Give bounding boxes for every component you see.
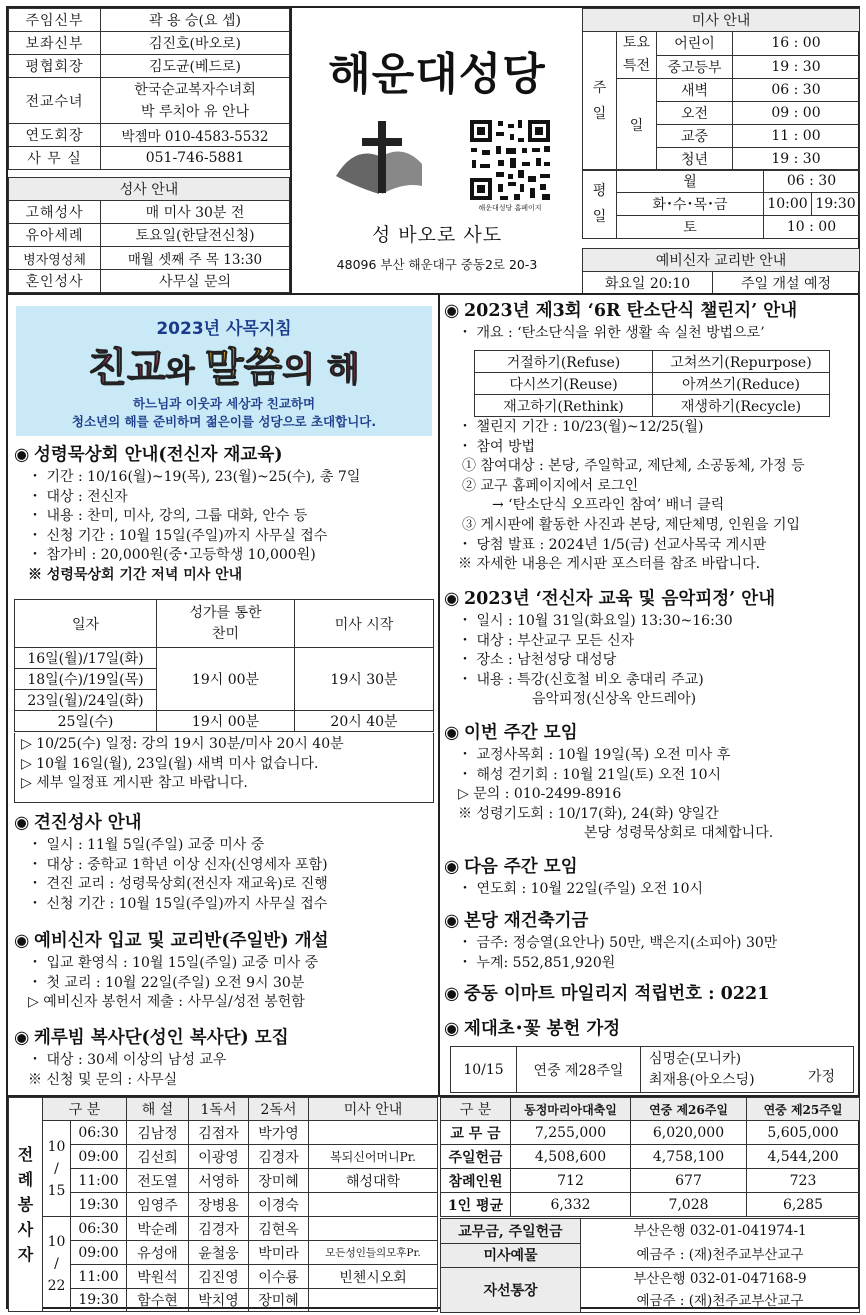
catechumen-table: 예비신자 교리반 안내 화요일 20:10 주일 개설 예정 — [582, 248, 860, 295]
target-bullet-icon: ◉ — [14, 813, 30, 833]
bulletin-page — [6, 6, 860, 1309]
staff-table: 주임신부 곽 용 승(요 셉) 보좌신부 김진호(바오로) 평협회장 김도균(베드로) 전교수녀 한국순교복자수녀회 박 루치아 유 안나 연도회장 박젬마 010-4583-5532 사 무 실 051-746-5881 — [8, 8, 290, 170]
bank-account-table: 교무금, 주일헌금 부산은행 032-01-041974-1 예금주 : (재)천주교부산교구 미사예물 자선통장 부산은행 032-01-047168-9 예금주 : (재)천주교부산교구 — [440, 1218, 860, 1313]
church-header — [292, 8, 582, 293]
target-bullet-icon: ◉ — [444, 984, 460, 1004]
pastoral-banner — [16, 306, 432, 436]
church-address: 48096 부산 해운대구 중동2로 20-3 — [336, 257, 538, 272]
challenge-section: ◉ 2023년 제3회 ‘6R 탄소단식 챌린지’ 안내 ・ 개요 : ‘탄소단식을 위한 생활 속 실천 방법으로’ — [444, 298, 860, 344]
education-section: ◉ 2023년 ‘전신자 교육 및 음악피정’ 안내 ・ 일시 : 10월 31일(화요일) 13:30~16:30 ・ 대상 : 부산교구 모든 신자 ・ 장소 : 남천성당 대성당 ・ 내용 : 특강(신호철 비오 총대리 주교) 음악피정(신상옥 안드레아) — [444, 586, 860, 710]
challenge-details: ・ 챌린지 기간 : 10/23(월)~12/25(월) ・ 참여 방법 ① 참여대상 : 본당, 주일학교, 제단체, 소공동체, 가정 등 ② 교구 홈페이지에서 로그인 → ‘탄소단식 오프라인 참여’ 배너 클릭 ③ 게시판에 활동한 사진과 본당, 제단체명, 인원을 기입 ・ 당첨 발표 : 2024년 1/5(금) 선교사목국 게시판 ※ 자세한 내용은 게시판 포스터를 참조 바랍니다. — [458, 419, 805, 573]
target-bullet-icon: ◉ — [14, 1028, 30, 1048]
altar-section: ◉ 제대초･꽃 봉헌 가정 — [444, 1016, 860, 1042]
retreat-title: 성령묵상회 안내(전신자 재교육) — [34, 445, 283, 465]
this-week-section: ◉ 이번 주간 모임 ・ 교정사목회 : 10월 19일(목) 오전 미사 후 ・ 해성 걷기회 : 10월 21일(토) 오전 10시 ▷ 문의 : 010-2499-8916 ※ 성령기도회 : 10/17(화), 24(화) 양일간 본당 성령묵상회로 대체합니다. — [444, 720, 860, 844]
banner-headline: 친교와 말씀의 해 — [88, 345, 360, 391]
target-bullet-icon: ◉ — [444, 857, 460, 877]
target-bullet-icon: ◉ — [444, 301, 460, 321]
target-bullet-icon: ◉ — [444, 1019, 460, 1039]
church-name: 해운대성당 — [328, 49, 546, 100]
qr-code-icon — [468, 118, 552, 202]
retreat-section: ◉ 성령묵상회 안내(전신자 재교육) ・ 기간 : 10/16(월)~19(목), 23(월)~25(수), 총 7일 ・ 대상 : 전신자 ・ 내용 : 찬미, 미사, 강의, 그룹 대화, 안수 등 ・ 신청 기간 : 10월 15일(주일)까지 사무실 접수 ・ 참가비 : 20,000원(중･고등학생 10,000원) ※ 성령묵상회 기간 저녁 미사 안내 — [14, 442, 434, 586]
banner-year: 2023년 사목지침 — [156, 319, 292, 339]
mass-schedule-table: 미사 안내 주 일 토요 특전 어린이 16 : 00 중고등부 19 : 30 일 새벽 06 : 30 오전 09 : 00 교중 11 : 00 청년 19 : 30 — [582, 8, 860, 171]
banner-line1: 하느님과 이웃과 세상과 친교하며 — [132, 396, 316, 411]
target-bullet-icon: ◉ — [14, 445, 30, 465]
altar-table: 10/15 연중 제28주일 심명순(모니카) 최재용(아오스딩) 가정 — [450, 1046, 854, 1093]
six-r-table: 거절하기(Refuse) 고쳐쓰기(Repurpose) 다시쓰기(Reuse) 아껴쓰기(Reduce) 재고하기(Rethink) 재생하기(Recycle) — [474, 350, 830, 417]
liturgy-roster-table: 전 례 봉 사 자 구 분 해 설 1독서 2독서 미사 안내 10 / 15 06:30 김남정 김점자 박가영 09:00 김선희 이광영 김경자 복되신어머니Pr. 11:00 전도열 서영하 장미혜 해성대학 19:30 임영주 장병용 이경숙 10 / 22 06:30 박순례 김경자 김현옥 09:00 유성애 윤철웅 박미라 모든성인들의모후Pr. 11:00 박원석 김진영 이수룡 빈첸시오회 19:30 함수현 박치영 장미혜 — [8, 1097, 438, 1312]
fund-section: ◉ 본당 재건축기금 ・ 금주: 정승열(요안나) 50만, 백은지(소피아) 30만 ・ 누계: 552,851,920원 — [444, 908, 860, 973]
target-bullet-icon: ◉ — [444, 911, 460, 931]
cherubim-section: ◉ 케루빔 복사단(성인 복사단) 모집 ・ 대상 : 30세 이상의 남성 교우 ※ 신청 및 문의 : 사무실 — [14, 1025, 434, 1090]
retreat-notes: ▷ 10/25(수) 일정: 강의 19시 30분/미사 20시 40분 ▷ 10월 16일(월), 23일(월) 새벽 미사 없습니다. ▷ 세부 일정표 게시판 참고 바랍니다. — [14, 733, 434, 803]
finance-table: 구 분 동정마리아대축일 연중 제26주일 연중 제25주일 교 무 금 7,255,000 6,020,000 5,605,000 주일헌금 4,508,600 4,758,100 4,544,200 참례인원 712 677 723 1인 평균 6,332 7,028 6,285 — [440, 1097, 860, 1217]
target-bullet-icon: ◉ — [444, 723, 460, 743]
sacraments-table: 성사 안내 고해성사 매 미사 30분 전 유아세례 토요일(한달전신청) 병자영성체 매월 셋째 주 목 13:30 혼인성사 사무실 문의 — [8, 177, 290, 293]
banner-line2: 청소년의 해를 준비하며 젊은이를 성당으로 초대합니다. — [71, 414, 377, 429]
patron-saint: 성 바오로 사도 — [371, 224, 503, 246]
retreat-mass-table: 일자 성가를 통한 찬미 미사 시작 16일(월)/17일(화) 19시 00분 19시 30분 18일(수)/19일(목) 23일(월)/24일(화) 25일(수) 19시 00분 20시 40분 — [14, 599, 434, 732]
next-week-section: ◉ 다음 주간 모임 ・ 연도회 : 10월 22일(주일) 오전 10시 — [444, 854, 860, 900]
emart-section: ◉ 중동 이마트 마일리지 적립번호 : 0221 — [444, 981, 860, 1007]
target-bullet-icon: ◉ — [444, 589, 460, 609]
catechumen-open-section: ◉ 예비신자 입교 및 교리반(주일반) 개설 ・ 입교 환영식 : 10월 15일(주일) 교중 미사 중 ・ 첫 교리 : 10월 22일(주일) 오전 9시 30분 ▷ 예비신자 봉헌서 제출 : 사무실/성전 봉헌함 — [14, 928, 434, 1013]
weekday-mass-table: 평 일 월 06 : 30 화･수･목･금 10:00 19:30 토 10 : 00 — [582, 169, 860, 239]
confirmation-section: ◉ 견진성사 안내 ・ 일시 : 11월 5일(주일) 교중 미사 중 ・ 대상 : 중학교 1학년 이상 신자(신영세자 포함) ・ 견진 교리 : 성령묵상회(전신자 재교육)로 진행 ・ 신청 기간 : 10월 15일(주일)까지 사무실 접수 — [14, 810, 434, 914]
church-logo-icon — [334, 116, 424, 198]
target-bullet-icon: ◉ — [14, 931, 30, 951]
qr-caption: 해운대성당 홈페이지 — [478, 204, 542, 212]
